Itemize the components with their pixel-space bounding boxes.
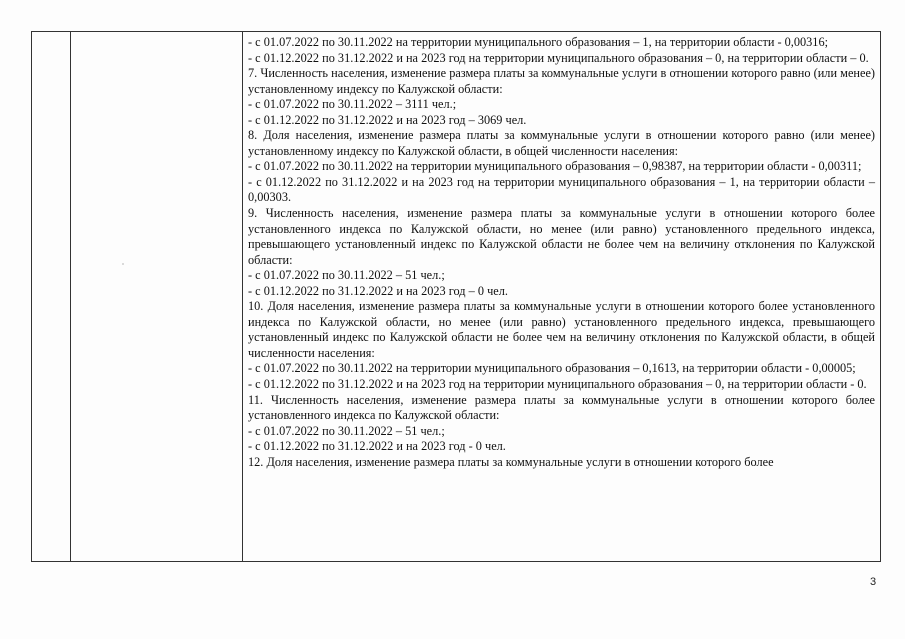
column-divider-2 <box>242 32 243 561</box>
paragraph: - с 01.07.2022 по 30.11.2022 – 51 чел.; <box>248 268 445 283</box>
paragraph: - с 01.12.2022 по 31.12.2022 и на 2023 год на территории муниципального образования – 1, на территории области – 0,00303. <box>248 174 875 205</box>
paragraph: 12. Доля населения, изменение размера платы за коммунальные услуги в отношении которого более <box>248 454 774 469</box>
paragraph: 7. Численность населения, изменение размера платы за коммунальные услуги в отношении которого равно (или менее) установленному индексу по Калужской области: <box>248 66 875 96</box>
paragraph: - с 01.12.2022 по 31.12.2022 и на 2023 год - 0 чел. <box>248 439 506 454</box>
paragraph: 8. Доля населения, изменение размера платы за коммунальные услуги в отношении которого равно (или менее) установленному индексу по Калужской области, в общей численности населения: <box>248 128 875 158</box>
paragraph: - с 01.12.2022 по 31.12.2022 и на 2023 год – 0 чел. <box>248 283 508 298</box>
paragraph: 10. Доля населения, изменение размера платы за коммунальные услуги в отношении которого более установленного индекса по Калужской области, но менее (или равно) установленного предельного индекса, превышающего установленный индекс по Калужской области не более чем на величину отклонения по Калужской области, в общей численности населения: <box>248 299 875 360</box>
paragraph: - с 01.07.2022 по 30.11.2022 – 51 чел.; <box>248 423 445 438</box>
paragraph: - с 01.12.2022 по 31.12.2022 и на 2023 год на территории муниципального образования – 0, на территории области - 0. <box>248 377 867 392</box>
column-divider-1 <box>70 32 71 561</box>
document-table <box>31 31 881 562</box>
paragraph: - с 01.07.2022 по 30.11.2022 на территории муниципального образования – 0,98387, на территории области - 0,00311; <box>248 159 862 174</box>
table-cell-content <box>248 35 875 470</box>
paragraph: 9. Численность населения, изменение размера платы за коммунальные услуги в отношении которого более установленного индекса по Калужской области, но менее (или равно) установленного предельного индекса, превышающего установленный индекс по Калужской области не более чем на величину отклонения по Калужской области: <box>248 206 875 267</box>
page-number: 3 <box>870 576 877 588</box>
paragraph: - с 01.07.2022 по 30.11.2022 на территории муниципального образования – 1, на территории области - 0,00316; <box>248 35 829 49</box>
paragraph: 11. Численность населения, изменение размера платы за коммунальные услуги в отношении которого более установленного индекса по Калужской области: <box>248 392 875 423</box>
paragraph: - с 01.12.2022 по 31.12.2022 и на 2023 год на территории муниципального образования – 0, на территории области – 0. <box>248 50 869 65</box>
paragraph: - с 01.07.2022 по 30.11.2022 – 3111 чел.; <box>248 97 457 112</box>
paragraph: - с 01.12.2022 по 31.12.2022 и на 2023 год – 3069 чел. <box>248 112 527 127</box>
scan-speck <box>122 263 124 265</box>
paragraph: - с 01.07.2022 по 30.11.2022 на территории муниципального образования – 0,1613, на территории области - 0,00005; <box>248 361 856 376</box>
